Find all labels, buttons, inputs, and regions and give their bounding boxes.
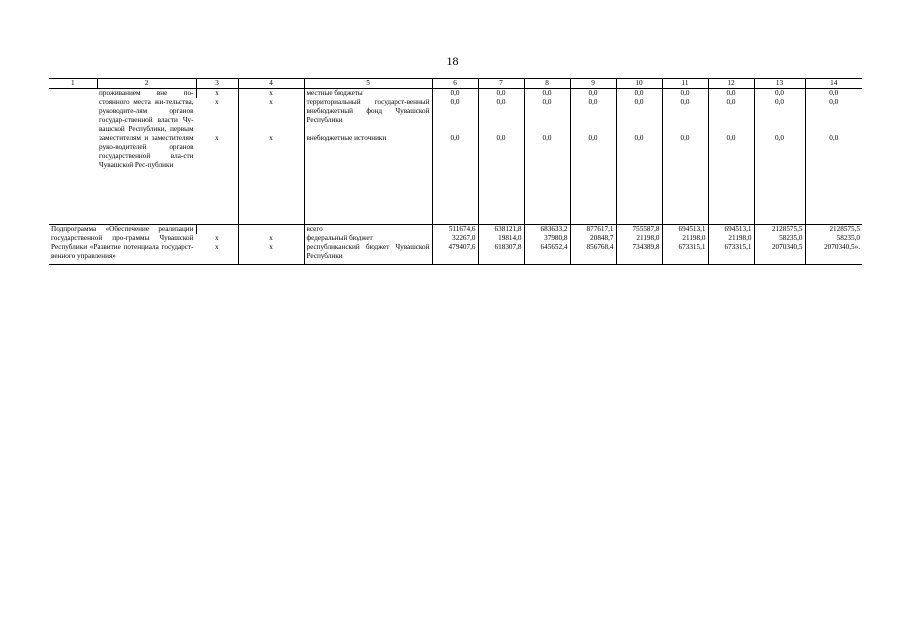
value-cell: 0,0 — [754, 89, 805, 99]
value-cell: 0,0 — [570, 89, 616, 99]
value-cell: 511674,6 — [432, 224, 478, 234]
cell-code: x — [238, 243, 304, 265]
source-label: внебюджетные источники — [304, 134, 432, 224]
value-cell: 694513,1 — [708, 224, 754, 234]
cell-code: x — [238, 89, 304, 99]
value-cell: 0,0 — [616, 89, 662, 99]
value-cell: 0,0 — [570, 134, 616, 224]
value-cell: 2128575,5 — [805, 224, 862, 234]
header-cell: 8 — [524, 79, 570, 89]
cell-grbs: x — [214, 233, 219, 242]
value-cell: 734389,8 — [616, 243, 662, 265]
value-cell: 638121,8 — [478, 224, 524, 234]
value-cell: 673315,1 — [708, 243, 754, 265]
value-cell: 0,0 — [708, 89, 754, 99]
header-cell: 10 — [616, 79, 662, 89]
value-cell: 0,0 — [524, 89, 570, 99]
source-label: всего — [304, 224, 432, 234]
value-cell: 0,0 — [754, 134, 805, 224]
source-label: федеральный бюджет — [304, 234, 432, 243]
value-cell: 0,0 — [754, 98, 805, 134]
cell-grbs: x — [214, 98, 219, 106]
value-cell: 0,0 — [662, 98, 708, 134]
header-row — [49, 79, 862, 89]
cell-code: x — [238, 98, 304, 134]
value-cell: 618307,8 — [478, 243, 524, 265]
cell-grbs: x — [196, 89, 238, 99]
value-cell: 0,0 — [662, 134, 708, 224]
table-row — [49, 224, 862, 234]
value-cell: 0,0 — [478, 134, 524, 224]
header-cell: 3 — [196, 79, 238, 89]
value-cell: 0,0 — [570, 98, 616, 134]
value-cell: 645652,4 — [524, 243, 570, 265]
value-cell: 21198,0 — [616, 234, 662, 243]
cell-code — [238, 224, 304, 234]
value-cell: 694513,1 — [662, 224, 708, 234]
header-cell: 5 — [304, 79, 432, 89]
cell-code: x — [238, 234, 304, 243]
value-cell: 683633,2 — [524, 224, 570, 234]
value-cell: 673315,1 — [662, 243, 708, 265]
value-cell: 0,0 — [524, 98, 570, 134]
value-cell: 58235,0 — [754, 234, 805, 243]
value-cell: 856768,4 — [570, 243, 616, 265]
header-cell: 4 — [238, 79, 304, 89]
value-cell: 2128575,5 — [754, 224, 805, 234]
value-cell: 479407,6 — [432, 243, 478, 265]
source-label: республиканский бюджет Чувашской Республики — [304, 243, 432, 265]
recipient-description: проживанием вне по-стоянного места жи-тельства, руководите-лям органов государ-ственной власти Чу-вашской Республики, первым заместителям и заместителям руко-водителей органов государственной вла-сти Чувашской Рес-публики — [99, 89, 194, 169]
value-cell: 2070340,5 — [754, 243, 805, 265]
value-cell: 32267,0 — [432, 234, 478, 243]
empty-cell — [49, 89, 97, 225]
value-cell: 0,0 — [432, 89, 478, 99]
table-row — [49, 89, 862, 99]
cell-grbs — [196, 224, 238, 234]
header-cell: 12 — [708, 79, 754, 89]
value-cell: 0,0 — [478, 89, 524, 99]
header-cell: 9 — [570, 79, 616, 89]
header-cell: 14 — [805, 79, 862, 89]
value-cell: 0,0 — [478, 98, 524, 134]
source-label: территориальный государст-венный внебюджетный фонд Чувашской Республики — [304, 98, 432, 134]
value-cell: 0,0 — [805, 134, 862, 224]
header-cell: 2 — [97, 79, 196, 89]
value-cell: 19814,0 — [478, 234, 524, 243]
budget-table — [49, 78, 862, 265]
value-cell: 0,0 — [432, 98, 478, 134]
value-cell: 58235,0 — [805, 234, 862, 243]
value-cell: 0,0 — [708, 134, 754, 224]
header-cell: 13 — [754, 79, 805, 89]
value-cell: 0,0 — [805, 98, 862, 134]
value-cell: 20848,7 — [570, 234, 616, 243]
page-number: 18 — [446, 54, 459, 68]
source-label: местные бюджеты — [304, 89, 432, 99]
value-cell: 0,0 — [524, 134, 570, 224]
value-cell: 877617,1 — [570, 224, 616, 234]
value-cell: 0,0 — [805, 89, 862, 99]
value-cell: 2070340,5». — [805, 243, 862, 265]
value-cell: 0,0 — [432, 134, 478, 224]
header-cell: 7 — [478, 79, 524, 89]
value-cell: 37980,8 — [524, 234, 570, 243]
value-cell: 0,0 — [708, 98, 754, 134]
subprogram-title: Подпрограмма «Обеспечение реализации государственной про-граммы Чувашской Республики «Развитие потенциала государст-венного управления» — [49, 224, 196, 265]
cell-code: x — [238, 134, 304, 224]
cell-grbs: x — [214, 134, 219, 142]
value-cell: 0,0 — [662, 89, 708, 99]
header-cell: 1 — [49, 79, 97, 89]
cell-grbs: x — [196, 243, 238, 265]
header-cell: 11 — [662, 79, 708, 89]
value-cell: 21198,0 — [708, 234, 754, 243]
value-cell: 0,0 — [616, 98, 662, 134]
header-cell: 6 — [432, 79, 478, 89]
value-cell: 21198,0 — [662, 234, 708, 243]
value-cell: 755587,8 — [616, 224, 662, 234]
value-cell: 0,0 — [616, 134, 662, 224]
